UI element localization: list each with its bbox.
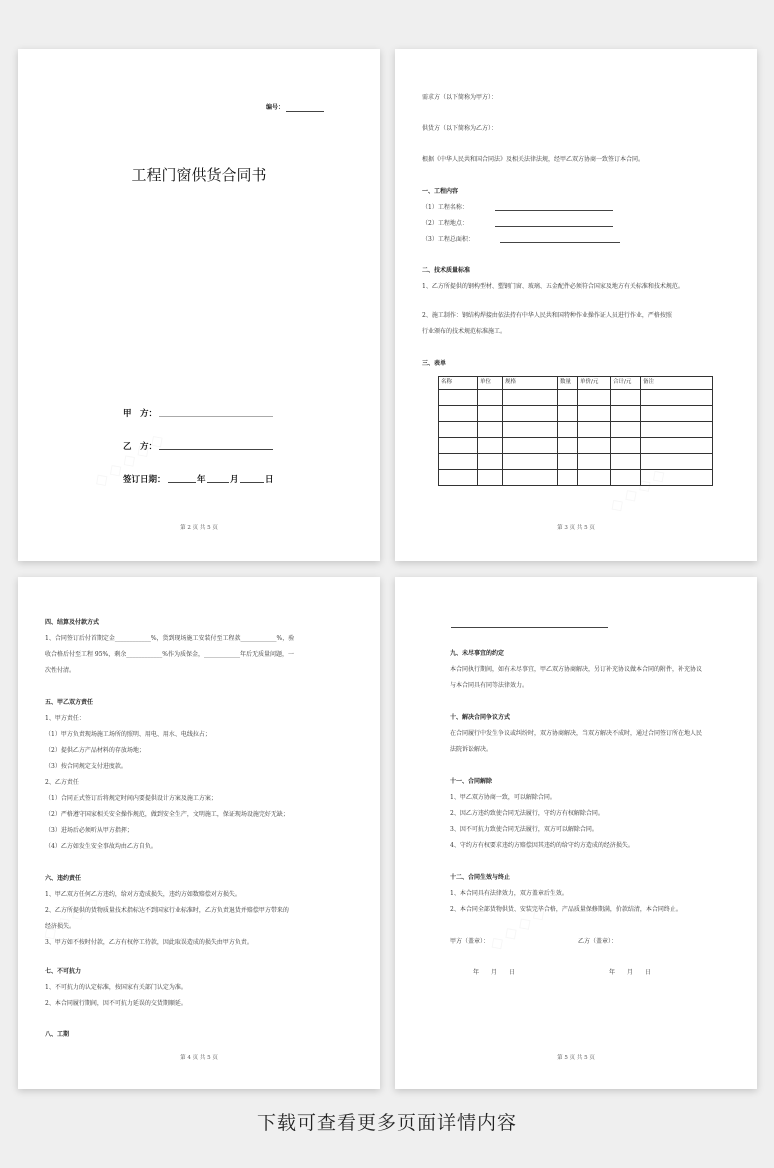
section-6-line: 2、乙方所提供的货物质量技术指标达不到国家行业标准时，乙方负责退货并赔偿甲方带来的 — [45, 907, 289, 914]
project-location-line — [495, 226, 613, 227]
download-more-caption: 下载可查看更多页面详情内容 — [256, 1112, 517, 1134]
table-header: 备注 — [641, 377, 713, 390]
section-6-title: 六、违约责任 — [45, 875, 82, 882]
month-label: 月 — [230, 475, 239, 485]
section-6-line: 经济损失。 — [45, 923, 76, 930]
table-header: 单位 — [478, 377, 503, 390]
goods-table — [438, 376, 713, 486]
table-header: 单价/元 — [578, 377, 611, 390]
page-footer: 第 5 页 共 5 页 — [557, 1055, 595, 1061]
section-9-line-1: 本合同执行期间，如有未尽事宜，甲乙双方协商解决，另订补充协议做本合同的附件，补充协议 — [450, 666, 703, 673]
table-row — [439, 454, 713, 470]
section-11-line: 2、因乙方违约致使合同无法履行，守约方有权解除合同。 — [450, 810, 604, 817]
page-footer: 第 4 页 共 5 页 — [180, 1055, 218, 1061]
table-row — [439, 470, 713, 486]
contract-page-4 — [395, 577, 757, 1089]
section-10-line-1: 在合同履行中发生争议或纠纷时，双方协商解决，当双方解决不成时，通过合同签订所在地人民 — [450, 730, 703, 737]
contract-page-2 — [395, 49, 757, 561]
section-5-line: （1）甲方负责现场施工场所的照明、用电、用水、电线拉占； — [45, 731, 211, 738]
contract-page-cover — [18, 49, 380, 561]
section-9-line-2: 与本合同具有同等法律效力。 — [450, 682, 529, 689]
section-4-title: 四、结算及付款方式 — [45, 619, 100, 626]
party-a-line — [159, 416, 273, 417]
section-5-line: （2）严格遵守国家相关安全操作规范，做到安全生产，文明施工，保证现场设施完好无缺； — [45, 811, 289, 818]
table-header: 合计/元 — [611, 377, 641, 390]
party-b-label: 乙 方： — [123, 442, 158, 452]
contract-title: 工程门窗供货合同书 — [131, 166, 267, 184]
sign-date-label: 签订日期： — [123, 475, 166, 485]
year-label: 年 — [197, 475, 206, 485]
section-11-line: 1、甲乙双方协商一致，可以解除合同。 — [450, 794, 556, 801]
section-11-title: 十一、合同解除 — [450, 778, 493, 785]
day-label: 日 — [265, 475, 274, 485]
section-5-line: （3）按合同规定支付进度款。 — [45, 763, 127, 770]
section-12-title: 十二、合同生效与终止 — [450, 874, 511, 881]
project-area-line — [500, 242, 620, 243]
section-5-line: （4）乙方如发生安全事故均由乙方自负。 — [45, 843, 157, 850]
section-12-line: 1、本合同具有法律效力，双方盖章后生效。 — [450, 890, 568, 897]
section-10-title: 十、解决合同争议方式 — [450, 714, 511, 721]
section-2-title: 二、技术质量标准 — [422, 267, 471, 274]
section-6-line: 3、甲方如不按时付款，乙方有权停工待款，因此取误造成的损失由甲方负责。 — [45, 939, 253, 946]
demand-side-line: 需求方（以下简称为甲方）： — [422, 94, 498, 101]
section-11-line: 3、因不可抗力致使合同无法履行，双方可以解除合同。 — [450, 826, 598, 833]
year-line — [168, 482, 196, 483]
section-11-line: 4、守约方有权要求违约方赔偿因其违约的给守约方造成的经济损失。 — [450, 842, 634, 849]
contract-intro: 根据《中华人民共和国合同法》及相关法律法规，经甲乙双方协商一致签订本合同。 — [422, 156, 645, 163]
section-2-para-1: 1、乙方所提供的钢构型材、塑钢门窗、玻璃、五金配件必须符合国家及地方有关标准和技术规范。 — [422, 283, 684, 290]
section-5-line: （3）进场后必须听从甲方指挥； — [45, 827, 133, 834]
month-line — [207, 482, 229, 483]
table-header: 数量 — [558, 377, 578, 390]
continuation-line — [451, 627, 608, 628]
section-4-line-2: 收合格后付至工程 95%，剩余____________%作为质保金，____________年后无质量问题，一 — [45, 651, 294, 658]
supply-side-line: 供货方（以下简称为乙方）： — [422, 125, 498, 132]
section-2-para-2: 2、施工制作：钢结构焊接由依法持有中华人民共和国特种作业操作证人员进行作业，严格按照 — [422, 312, 672, 319]
section-6-line: 1、甲乙双方任何乙方违约，给对方造成损失，违约方如数赔偿对方损失。 — [45, 891, 241, 898]
section-5-line: （1）合同正式签订后将规定时间内要提供设计方案及施工方案； — [45, 795, 217, 802]
day-line — [240, 482, 264, 483]
contract-page-3 — [18, 577, 380, 1089]
contract-number-line — [286, 111, 324, 112]
section-3-title: 三、表单 — [422, 360, 447, 367]
party-b-line — [159, 449, 273, 450]
section-7-title: 七、不可抗力 — [45, 968, 82, 975]
party-a-seal-label: 甲方（盖章）： — [450, 938, 490, 945]
section-7-line: 1、不可抗力的认定标准，按国家有关部门认定为准。 — [45, 984, 187, 991]
table-row — [439, 438, 713, 454]
section-4-line-1: 1、合同签订后付首期定金____________%，货到现场施工安装付至工程款____________%，验 — [45, 635, 295, 642]
table-header-row — [439, 377, 713, 390]
table-row — [439, 422, 713, 438]
contract-number-label: 编号： — [266, 104, 285, 111]
section-5-line: 1、甲方责任： — [45, 715, 85, 722]
page-footer: 第 3 页 共 5 页 — [557, 525, 595, 531]
section-10-line-2: 法院诉讼解决。 — [450, 746, 493, 753]
section-7-line: 2、本合同履行期间，因不可抗力延误的交货期顺延。 — [45, 1000, 187, 1007]
project-name-label: （1）工程名称： — [422, 204, 468, 211]
table-header: 名称 — [439, 377, 478, 390]
table-row — [439, 390, 713, 406]
project-area-label: （3）工程总面积： — [422, 236, 474, 243]
section-5-title: 五、甲乙双方责任 — [45, 699, 94, 706]
page-footer: 第 2 页 共 5 页 — [180, 525, 218, 531]
project-location-label: （2）工程地点： — [422, 220, 468, 227]
party-a-label: 甲 方： — [123, 409, 158, 419]
section-9-title: 九、未尽事宜的约定 — [450, 650, 505, 657]
party-a-date: 年 月 日 — [473, 969, 516, 976]
section-2-para-2-cont: 行业颁布的技术规范标准施工。 — [422, 328, 507, 335]
section-1-title: 一、工程内容 — [422, 188, 459, 195]
section-5-line: 2、乙方责任 — [45, 779, 79, 786]
party-b-seal-label: 乙方（盖章）： — [578, 938, 618, 945]
section-5-line: （2）提供乙方产品材料的存放场地； — [45, 747, 145, 754]
table-header: 规格 — [503, 377, 558, 390]
project-name-line — [495, 210, 613, 211]
table-row — [439, 406, 713, 422]
party-b-date: 年 月 日 — [609, 969, 652, 976]
section-12-line: 2、本合同全部货物供货、安装完毕合格，产品质量保修期满，价款结清，本合同终止。 — [450, 906, 682, 913]
section-8-title: 八、工期 — [45, 1031, 70, 1038]
section-4-line-3: 次性付清。 — [45, 667, 76, 674]
